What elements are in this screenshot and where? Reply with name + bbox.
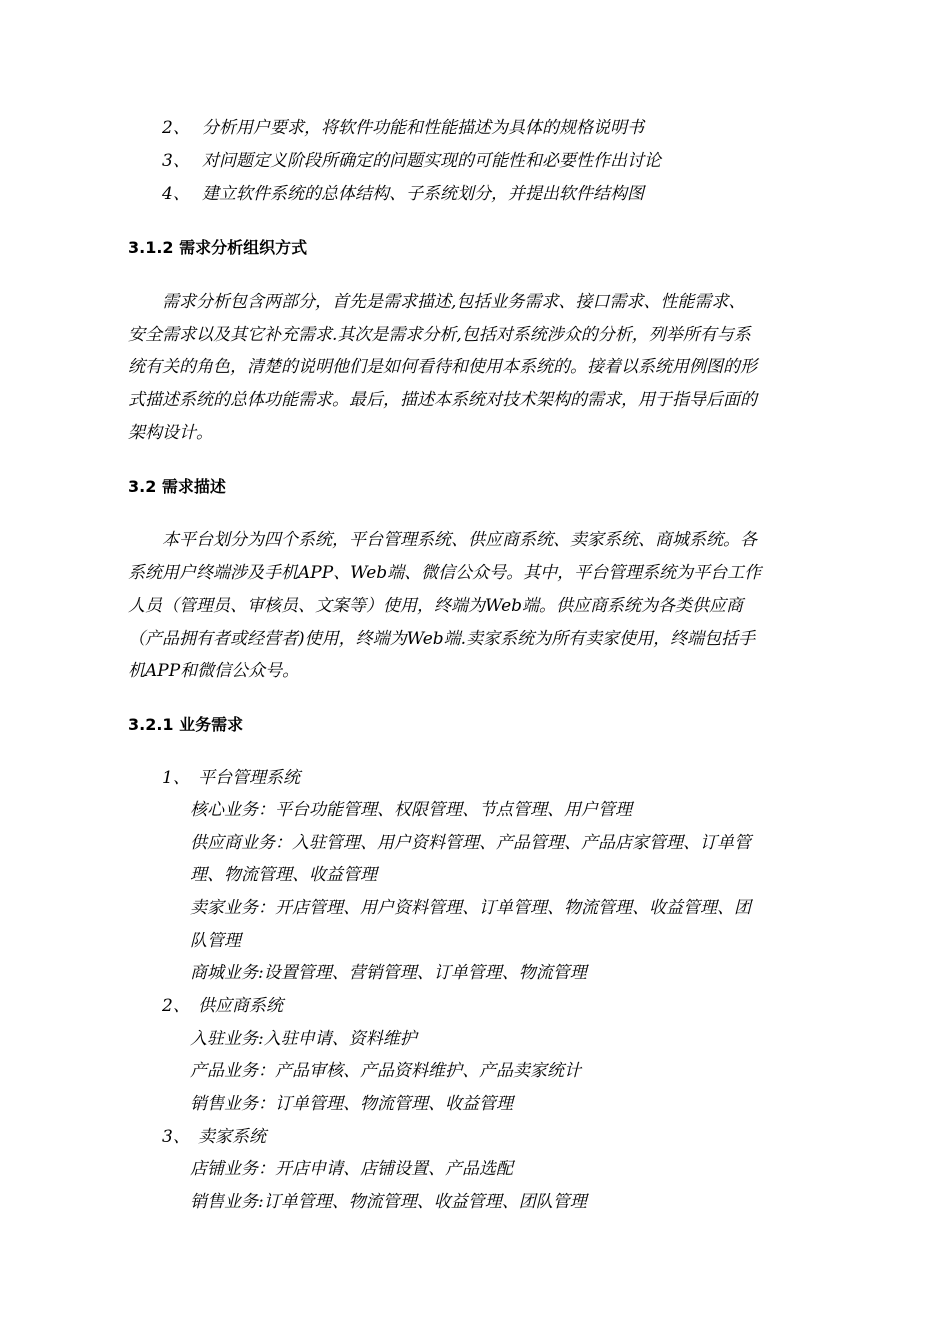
list-item bbox=[162, 1126, 266, 1148]
list-text: 分析用户要求，将软件功能和性能描述为具体的规格说明书 bbox=[202, 118, 644, 138]
paragraph-line: 需求分析包含两部分，首先是需求描述,包括业务需求、接口需求、性能需求、 bbox=[162, 292, 746, 312]
sub-line: 卖家业务：开店管理、用户资料管理、订单管理、物流管理、收益管理、团 bbox=[190, 898, 751, 918]
list-number: 1、 bbox=[162, 768, 190, 788]
list-item bbox=[162, 117, 644, 139]
list-title: 平台管理系统 bbox=[198, 768, 300, 788]
sub-line: 产品业务：产品审核、产品资料维护、产品卖家统计 bbox=[190, 1061, 581, 1081]
sub-line: 理、物流管理、收益管理 bbox=[190, 865, 377, 885]
list-text: 建立软件系统的总体结构、子系统划分，并提出软件结构图 bbox=[202, 184, 644, 204]
list-item bbox=[162, 995, 283, 1017]
paragraph-line: （产品拥有者或经营者)使用，终端为Web端.卖家系统为所有卖家使用，终端包括手 bbox=[128, 629, 756, 649]
paragraph-line: 安全需求以及其它补充需求.其次是需求分析,包括对系统涉众的分析，列举所有与系 bbox=[128, 325, 751, 345]
paragraph-line: 本平台划分为四个系统，平台管理系统、供应商系统、卖家系统、商城系统。各 bbox=[162, 530, 757, 550]
paragraph-line: 架构设计。 bbox=[128, 423, 213, 443]
list-text: 对问题定义阶段所确定的问题实现的可能性和必要性作出讨论 bbox=[202, 151, 661, 171]
sub-line: 入驻业务:入驻申请、资料维护 bbox=[190, 1029, 417, 1049]
list-item bbox=[162, 150, 661, 172]
sub-line: 销售业务：订单管理、物流管理、收益管理 bbox=[190, 1094, 513, 1114]
paragraph-line: 式描述系统的总体功能需求。最后，描述本系统对技术架构的需求，用于指导后面的 bbox=[128, 390, 757, 410]
list-number: 4、 bbox=[162, 184, 190, 204]
sub-line: 销售业务:订单管理、物流管理、收益管理、团队管理 bbox=[190, 1192, 587, 1212]
paragraph-line: 人员（管理员、审核员、文案等）使用，终端为Web端。供应商系统为各类供应商 bbox=[128, 596, 744, 616]
list-number: 3、 bbox=[162, 1127, 190, 1147]
sub-line: 队管理 bbox=[190, 931, 241, 951]
section-heading-3-2: 3.2 需求描述 bbox=[128, 477, 226, 496]
sub-line: 供应商业务：入驻管理、用户资料管理、产品管理、产品店家管理、订单管 bbox=[190, 833, 751, 853]
list-item bbox=[162, 183, 644, 205]
list-item bbox=[162, 767, 300, 789]
section-heading-3-2-1: 3.2.1 业务需求 bbox=[128, 715, 244, 734]
sub-line: 商城业务:设置管理、营销管理、订单管理、物流管理 bbox=[190, 963, 587, 983]
section-heading-3-1-2: 3.1.2 需求分析组织方式 bbox=[128, 238, 308, 257]
sub-line: 店铺业务：开店申请、店铺设置、产品选配 bbox=[190, 1159, 513, 1179]
sub-line: 核心业务：平台功能管理、权限管理、节点管理、用户管理 bbox=[190, 800, 632, 820]
paragraph-line: 统有关的角色，清楚的说明他们是如何看待和使用本系统的。接着以系统用例图的形 bbox=[128, 357, 757, 377]
list-number: 2、 bbox=[162, 118, 190, 138]
list-number: 2、 bbox=[162, 996, 190, 1016]
list-title: 卖家系统 bbox=[198, 1127, 266, 1147]
paragraph-line: 系统用户终端涉及手机APP、Web端、微信公众号。其中，平台管理系统为平台工作 bbox=[128, 563, 762, 583]
list-title: 供应商系统 bbox=[198, 996, 283, 1016]
list-number: 3、 bbox=[162, 151, 190, 171]
paragraph-line: 机APP和微信公众号。 bbox=[128, 661, 300, 681]
